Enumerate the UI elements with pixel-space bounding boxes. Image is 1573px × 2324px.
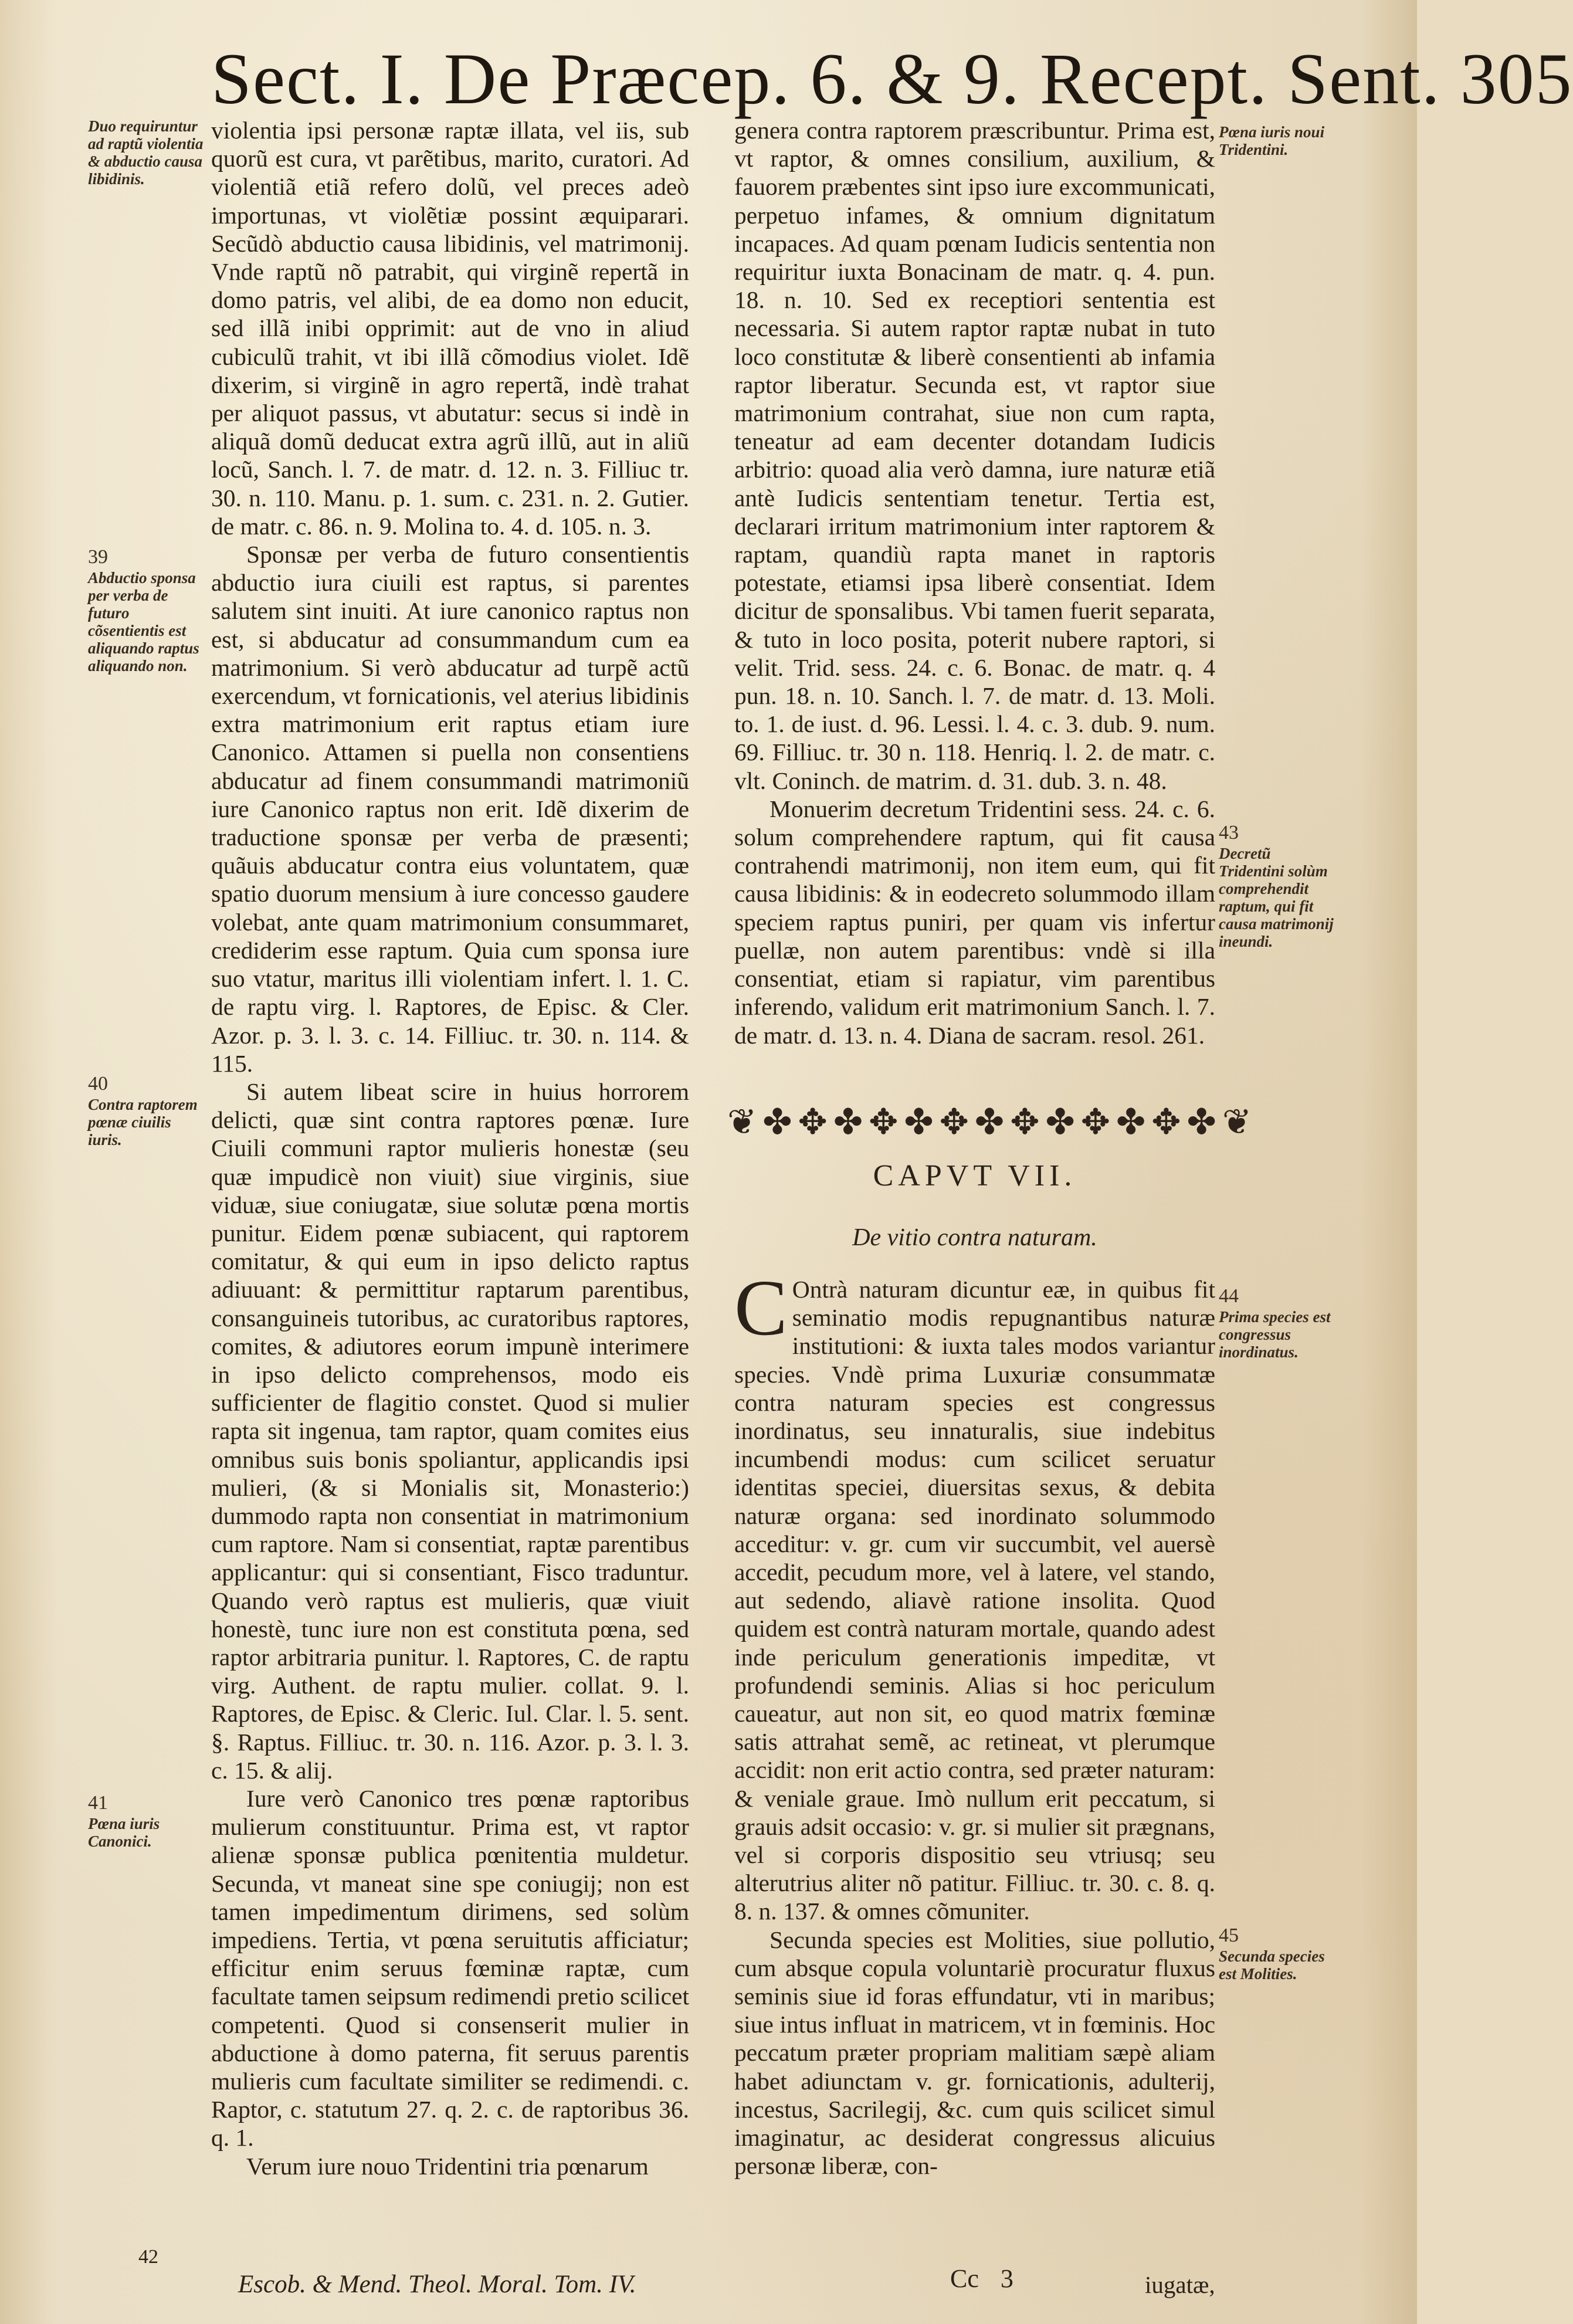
paragraph-number: 44 bbox=[1219, 1285, 1239, 1307]
margin-note-39 bbox=[88, 546, 205, 675]
margin-note-text: Decretũ Tridentini solùm comprehendit raptum, qui fit causa matrimonij ineundi. bbox=[1219, 845, 1334, 950]
margin-note-text: Pœna iuris Canonici. bbox=[88, 1815, 160, 1850]
catchword: iugatæ, bbox=[1145, 2271, 1215, 2298]
paragraph-number: 41 bbox=[88, 1792, 108, 1814]
paragraph: violentia ipsi personæ raptæ illata, vel iis, sub quorũ est cura, vt parẽtibus, marito, curatori. Ad violentiã etiã refero dolũ, vel preces adeò importunas, vt violẽtiæ possint æquiparari. Secũdò abductio causa libidinis, vel matrimonij. Vnde raptũ nõ patrabit, qui virginẽ repertã in domo patris, vel alibi, de ea domo non educit, sed illã inibi opprimit: aut de vno in aliud cubiculũ trahit, vt ibi illã cõmodius violet. Idẽ dixerim, si virginẽ in agro repertã, indè trahat per aliquot passus, vt abutatur: secus si indè in aliquã domũ deducat extra agrũ illũ, aut in aliũ locũ, Sanch. l. 7. de matr. d. 12. n. 3. Filliuc tr. 30. n. 110. Manu. p. 1. sum. c. 231. n. 2. Gutier. de matr. c. 86. n. 9. Molina to. 4. d. 105. n. 3. bbox=[211, 117, 689, 540]
margin-note-text: Contra raptorem pœnæ ciuilis iuris. bbox=[88, 1096, 198, 1149]
paragraph-number: 40 bbox=[88, 1073, 108, 1095]
margin-note-44 bbox=[1219, 1285, 1336, 1361]
paragraph: Si autem libeat scire in huius horrorem delicti, quæ sint contra raptores pœnæ. Iure Ciuili communi raptor mulieris honestæ (seu quæ impudicè non viuit) siue virginis, siue viduæ, siue coniugatæ, siue solutæ pœna mortis punitur. Eidem pœnæ subiacent, qui raptorem comitatur, & qui eum in ipso delicto raptus adiuuant: & permittitur raptarum parentibus, consanguineis tutoribus, ac curatoribus raptores, comites, & adiutores eorum impunè interimere in ipso delicto comprehensos, modo eis sufficienter de flagitio constet. Quod si mulier rapta sit ingenua, tam raptor, quam comites eius omnibus suis bonis spoliantur, applicandis ipsi mulieri, (& si Monialis sit, Monasterio:) dummodo rapta non consentiat in matrimonium cum raptore. Nam si consentiat, raptæ parentibus applicantur: qui si consentiant, Fisco traduntur. Quando verò raptus est mulieris, quæ viuit honestè, tunc iure non est constituta pœna, sed raptor arbitraria punitur. l. Raptores, C. de raptu virg. Authent. de raptu mulier. collat. 9. l. Raptores, de Episc. & Cleric. Iul. Clar. l. 5. sent. §. Raptus. Filliuc. tr. 30. n. 116. Azor. p. 3. l. 3. c. 15. & alij. bbox=[211, 1078, 689, 1784]
margin-note-text: Abductio sponsa per verba de futuro cõsentientis est aliquando raptus aliquando non. bbox=[88, 569, 199, 675]
paragraph-number: 43 bbox=[1219, 822, 1239, 843]
margin-note-text: Pœna iuris noui Tridentini. bbox=[1219, 123, 1325, 158]
left-column bbox=[211, 116, 689, 2180]
paragraph-number: 45 bbox=[1219, 1925, 1239, 1946]
paragraph: genera contra raptorem præscribuntur. Prima est, vt raptor, & omnes consilium, auxilium, & fauorem præbentes sint ipso iure excommunicati, perpetuo infames, & omnium dignitatum incapaces. Ad quam pœnam Iudicis sententia non requiritur iuxta Bonacinam de matr. q. 4. pun. 18. n. 10. Sed ex receptiori sententia est necessaria. Si autem raptor raptæ nubat in tuto loco constitutæ & liberè consentienti ab infamia raptor liberatur. Secunda est, vt raptor siue matrimonium contrahat, siue non cum rapta, teneatur ad eam decenter dotandam Iudicis arbitrio: quoad alia verò damna, iure naturæ etiã antè Iudicis sententiam tenetur. Tertia est, declarari irritum matrimonium inter raptorem & raptam, quandiù rapta manet in raptoris potestate, etiamsi ipsa liberè consentiat. Idem dicitur de sponsalibus. Vbi tamen fuerit separata, & tuto in loco posita, poterit nubere raptori, si velit. Trid. sess. 24. c. 6. Bonac. de matr. q. 4 pun. 18. n. 10. Sanch. l. 7. de matr. d. 13. Moli. to. 1. de iust. d. 96. Lessi. l. 4. c. 3. dub. 9. num. 69. Filliuc. tr. 30 n. 118. Henriq. l. 2. de matr. c. vlt. Coninch. de matrim. d. 31. dub. 3. n. 48. bbox=[734, 117, 1215, 794]
margin-note-text: Prima species est congressus inordinatus. bbox=[1219, 1308, 1331, 1361]
margin-note-45 bbox=[1219, 1924, 1336, 1983]
chapter-title: CAPVT VII. bbox=[873, 1159, 1077, 1193]
paragraph: Verum iure nouo Tridentini tria pœnarum bbox=[246, 2152, 649, 2180]
footer-imprint: Escob. & Mend. Theol. Moral. Tom. IV. bbox=[238, 2271, 636, 2298]
margin-note-41 bbox=[88, 1791, 205, 1850]
paragraph: Iure verò Canonico tres pœnæ raptoribus mulierum constituuntur. Prima est, vt raptor alienæ sponsæ publica pœnitentia muldetur. Secunda, vt maneat sine spe coniugij; non est tamen impedimentum dirimens, sed solùm impediens. Tertia, vt pœna seruitutis afficiatur; efficitur enim seruus fœminæ raptæ, cum facultate tamen seipsum redimendi pretio scilicet competenti. Quod si consenserit mulier in abductione à domo paterna, fit seruus parentis mulieris cum facultate similiter se redimendi. c. Raptor, c. statutum 27. q. 2. c. de raptoribus 36. q. 1. bbox=[211, 1784, 689, 2152]
paragraph: Secunda species est Molities, siue pollutio, cum absque copula voluntariè procuratur fluxus seminis siue id foras effundatur, vti in maribus; siue intus influat in matricem, vt in fœminis. Hoc peccatum præter propriam malitiam sæpè aliam habet adiunctam v. gr. fornicationis, adulterij, incestus, Sacrilegij, &c. cum quis scilicet simul imaginatur, ac desiderat congressus alicuius personæ liberæ, con- bbox=[734, 1926, 1215, 2180]
paragraph: Sponsæ per verba de futuro consentientis abductio iura ciuili est raptus, si parentes salutem sint inuiti. At iure canonico raptus non est, si abducatur ad consummandum cum ea matrimonium. Si verò abducatur ad turpẽ actũ exercendum, vt fornicationis, vel aterius libidinis extra matrimonium erit raptus etiam iure Canonico. Attamen si puella non consentiens abducatur ad finem consummandi matrimoniũ iure Canonico raptus non erit. Idẽ dixerim de traductione sponsæ per verba de præsenti; quãuis abducatur contra eius voluntatem, quæ spatio duorum mensium à iure concesso gaudere volebat, ante quam matrimonium consummaret, crediderim esse raptum. Quia cum sponsa iure suo vtatur, maritus illi violentiam infert. l. 1. C. de raptu virg. l. Raptores, de Episc. & Cler. Azor. p. 3. l. 3. c. 14. Filliuc. tr. 30. n. 114. & 115. bbox=[211, 541, 689, 1077]
signature-mark: Cc 3 bbox=[950, 2264, 1013, 2293]
margin-note-42 bbox=[1219, 123, 1336, 158]
margin-note-text: Duo requiruntur ad raptũ violentia & abductio causa libidinis. bbox=[88, 117, 204, 188]
paragraph: Monuerim decretum Tridentini sess. 24. c. 6. solum comprehendere raptum, qui fit causa contrahendi matrimonij, non item eum, qui fit causa libidinis: & in eodecreto solummodo illam speciem raptus puniri, per quam vis infertur puellæ, non autem parentibus: vndè si illa consentiat, etiam si rapiatur, vim parentibus inferendo, validum erit matrimonium Sanch. l. 7. de matr. d. 13. n. 4. Diana de sacram. resol. 261. bbox=[734, 795, 1215, 1049]
margin-note-38 bbox=[88, 117, 205, 188]
paragraph-text: Ontrà naturam dicuntur eæ, in quibus fit seminatio modis repugnantibus naturæ institutioni: & iuxta tales modos variantur species. Vndè prima Luxuriæ consummatæ contra naturam species est congressus inordinatus, seu innaturalis, siue indebitus incumbendi modus: cum scilicet seruatur identitas speciei, diuersitas sexus, & debita naturæ organa: sed inordinato solummodo acceditur: v. gr. cum vir succumbit, vel auersè accedit, pecudum more, vel à latere, vel stando, aut sedendo, aliavè ratione insolita. Quod quidem est contrà naturam mortale, quando adest inde periculum generationis impeditæ, vt profundendi seminis. Alias si hoc periculum caueatur, aut non sit, eo quod matrix fœminæ satis attrahat semẽ, ac retineat, vt plerumque accidit: non erit actio contra, sed præter naturam: & veniale graue. Imò nullum erit peccatum, si grauis adsit occasio: v. gr. si mulier sit prægnans, vel si corporis dispositio seu vtriusq; seu alterutrius aliter nõ patitur. Filliuc. tr. 30. c. 8. q. 8. n. 137. & omnes cõmuniter. bbox=[734, 1276, 1215, 1925]
drop-cap: C bbox=[734, 1264, 788, 1352]
decorative-ornament-band: ❦✤✥✤✥✤✥✤✥✤✥✤✥✤❦ bbox=[727, 1103, 1258, 1141]
margin-note-text: Secunda species est Molities. bbox=[1219, 1947, 1325, 1983]
chapter-text bbox=[734, 1264, 1215, 2180]
running-header: Sect. I. De Præcep. 6. & 9. Recept. Sent. 305 bbox=[211, 39, 1573, 119]
paragraph-number-42: 42 bbox=[138, 2246, 158, 2268]
chapter-subtitle: De vitio contra naturam. bbox=[852, 1224, 1097, 1251]
paragraph-with-dropcap bbox=[734, 1264, 1215, 1926]
margin-note-40 bbox=[88, 1072, 205, 1149]
right-column bbox=[734, 116, 1215, 1049]
margin-note-43 bbox=[1219, 821, 1336, 950]
paragraph-number: 39 bbox=[88, 546, 108, 568]
